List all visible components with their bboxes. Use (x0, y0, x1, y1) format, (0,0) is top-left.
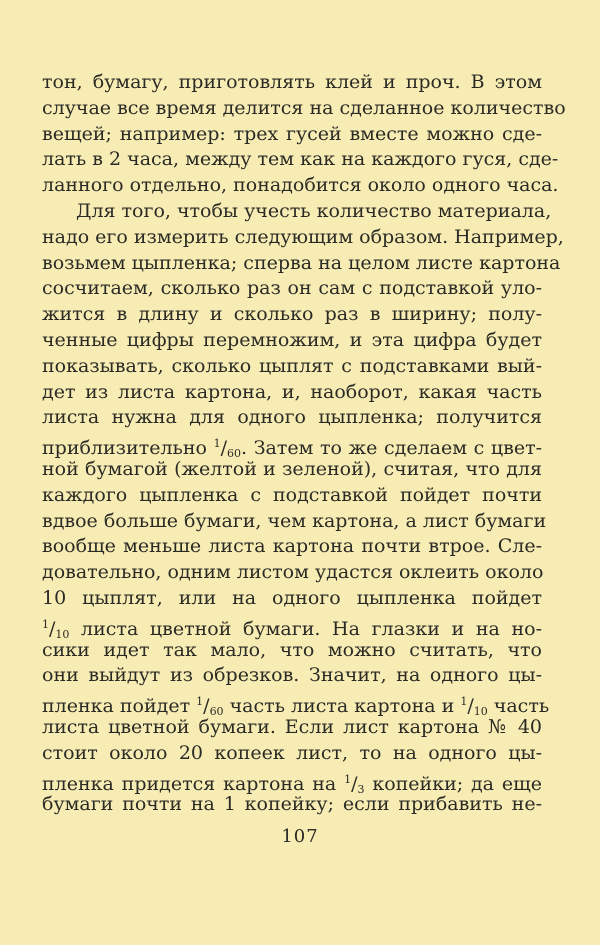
text-line: листа цветной бумаги. Если лист картона № 40 (42, 715, 542, 738)
text-line: показывать, сколько цыплят с подставками вый- (42, 354, 542, 377)
text-line: возьмем цыпленка; сперва на целом листе картона (42, 251, 561, 274)
text-line: вообще меньше листа картона почти втрое. Сле- (42, 535, 542, 558)
body-text (42, 70, 566, 818)
text-line: сосчитаем, сколько раз он сам с подставкой уло- (42, 277, 542, 300)
text-segment: часть листа картона и (223, 695, 461, 718)
text-segment: приблизительно (42, 437, 214, 460)
text-line: сики идет так мало, что можно считать, что (42, 638, 542, 661)
text-segment: часть (487, 695, 550, 718)
fraction: $^1/_{60}$ (213, 437, 242, 461)
text-segment: пленка пойдет (42, 695, 197, 718)
fraction-numerator: 1 (344, 772, 352, 786)
text-segment: копейки; да еще (364, 772, 543, 795)
text-line (42, 767, 543, 796)
fraction: $^1/_3$ (344, 772, 365, 796)
text-segment: пленка придется картона на (42, 772, 345, 795)
text-line: 10 цыплят, или на одного цыпленка пойдет (42, 586, 542, 609)
fraction-denominator: 3 (357, 782, 365, 796)
text-line: Для того, чтобы учесть количество материала, (76, 199, 552, 222)
fraction-denominator: 60 (227, 447, 242, 461)
fraction-numerator: 1 (460, 695, 468, 709)
text-line (42, 431, 543, 461)
text-line: они выйдут из обрезков. Значит, на одного цы- (42, 664, 542, 687)
text-line: жится в длину и сколько раз в ширину; полу- (42, 303, 542, 326)
fraction-denominator: 10 (473, 705, 488, 719)
page-number: 107 (281, 826, 319, 847)
fraction-numerator: 1 (196, 695, 204, 709)
fraction: $^1/_{10}$ (42, 617, 70, 641)
text-line: листа нужна для одного цыпленка; получится (42, 406, 542, 429)
fraction: $^1/_{60}$ (196, 695, 224, 719)
fraction-numerator: 1 (213, 437, 221, 451)
text-segment: . Затем то же сделаем с цвет- (241, 437, 543, 460)
text-line: лать в 2 часа, между тем как на каждого гуся, сде- (42, 148, 559, 171)
text-line (42, 612, 542, 641)
text-line: ной бумагой (желтой и зеленой), считая, что для (42, 457, 542, 480)
fraction-denominator: 60 (209, 705, 224, 719)
text-line: вещей; например: трех гусей вместе можно сде- (42, 122, 542, 145)
text-segment: листа цветной бумаги. На глазки и на но- (69, 617, 542, 640)
text-line: стоит около 20 копеек лист, то на одного цы- (42, 741, 542, 764)
text-line (42, 689, 550, 719)
text-line: каждого цыпленка с подставкой пойдет почти (42, 483, 542, 506)
fraction: $^1/_{10}$ (460, 695, 488, 719)
text-line: вдвое больше бумаги, чем картона, а лист бумаги (42, 509, 547, 532)
text-line: дет из листа картона, и, наоборот, какая часть (42, 380, 542, 403)
text-line: бумаги почти на 1 копейку; если прибавить не- (42, 793, 542, 816)
text-line: довательно, одним листом удастся оклеить около (42, 561, 544, 584)
text-line: ченные цифры перемножим, и эта цифра будет (42, 328, 542, 351)
text-line: тон, бумагу, приготовлять клей и проч. В этом (42, 71, 542, 93)
fraction-denominator: 10 (55, 627, 70, 641)
fraction-numerator: 1 (42, 617, 49, 631)
text-line: ланного отдельно, понадобится около одного часа. (42, 174, 559, 197)
text-line: случае все время делится на сделанное количество (42, 96, 566, 119)
text-line: надо его измерить следующим образом. Например, (42, 225, 564, 248)
